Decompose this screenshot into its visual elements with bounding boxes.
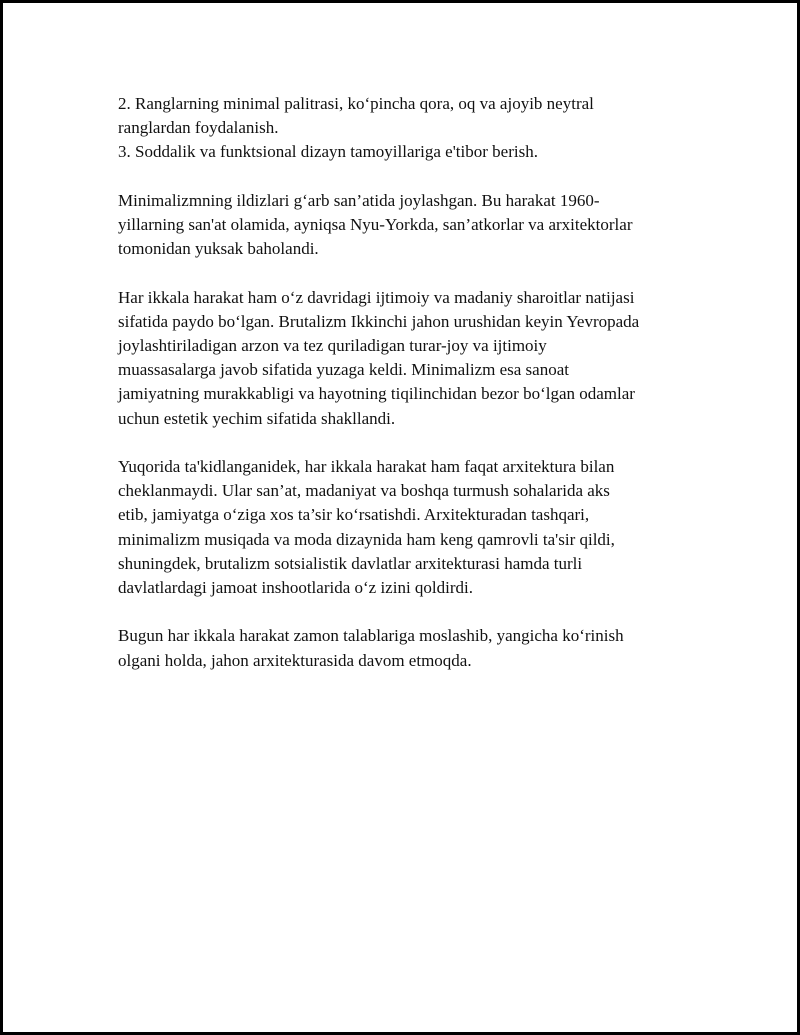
paragraph [118,455,639,600]
text-line: shuningdek, brutalizm sotsialistik davlatlar arxitekturasi hamda turli [118,553,583,573]
text-line: olgani holda, jahon arxitekturasida davom etmoqda. [118,650,472,670]
paragraph [118,286,639,431]
text-line: Har ikkala harakat ham o‘z davridagi ijtimoiy va madaniy sharoitlar natijasi [118,287,635,307]
text-line: cheklanmaydi. Ular san’at, madaniyat va boshqa turmush sohalarida aks [118,481,610,501]
text-line: muassasalarga javob sifatida yuzaga keldi. Minimalizm esa sanoat [118,360,569,380]
text-line: joylashtiriladigan arzon va tez quriladigan turar-joy va ijtimoiy [118,336,547,355]
document-body [118,92,639,697]
text-line: Yuqorida ta'kidlanganidek, har ikkala harakat ham faqat arxitektura bilan [118,457,615,476]
text-line: minimalizm musiqada va moda dizaynida ham keng qamrovli ta'sir qildi, [118,529,615,549]
text-line: yillarning san'at olamida, ayniqsa Nyu-Yorkda, san’atkorlar va arxitektorlar [118,215,633,234]
paragraph [118,189,639,262]
paragraph-list-items [118,92,639,165]
text-line: Minimalizmning ildizlari g‘arb san’atida joylashgan. Bu harakat 1960- [118,190,600,210]
text-line: 3. Soddalik va funktsional dizayn tamoyillariga e'tibor berish. [118,142,538,162]
text-line: 2. Ranglarning minimal palitrasi, ko‘pincha qora, oq va ajoyib neytral [118,94,594,113]
text-line: jamiyatning murakkabligi va hayotning tiqilinchidan bezor bo‘lgan odamlar [118,384,635,404]
text-line: ranglardan foydalanish. [118,118,279,138]
text-line: etib, jamiyatga o‘ziga xos ta’sir ko‘rsatishdi. Arxitekturadan tashqari, [118,505,590,525]
text-line: sifatida paydo bo‘lgan. Brutalizm Ikkinchi jahon urushidan keyin Yevropada [118,311,640,331]
paragraph [118,624,639,672]
text-line: tomonidan yuksak baholandi. [118,239,319,259]
text-line: uchun estetik yechim sifatida shakllandi. [118,408,396,428]
text-line: davlatlardagi jamoat inshootlarida o‘z izini qoldirdi. [118,578,474,598]
text-line: Bugun har ikkala harakat zamon talablariga moslashib, yangicha ko‘rinish [118,626,624,646]
